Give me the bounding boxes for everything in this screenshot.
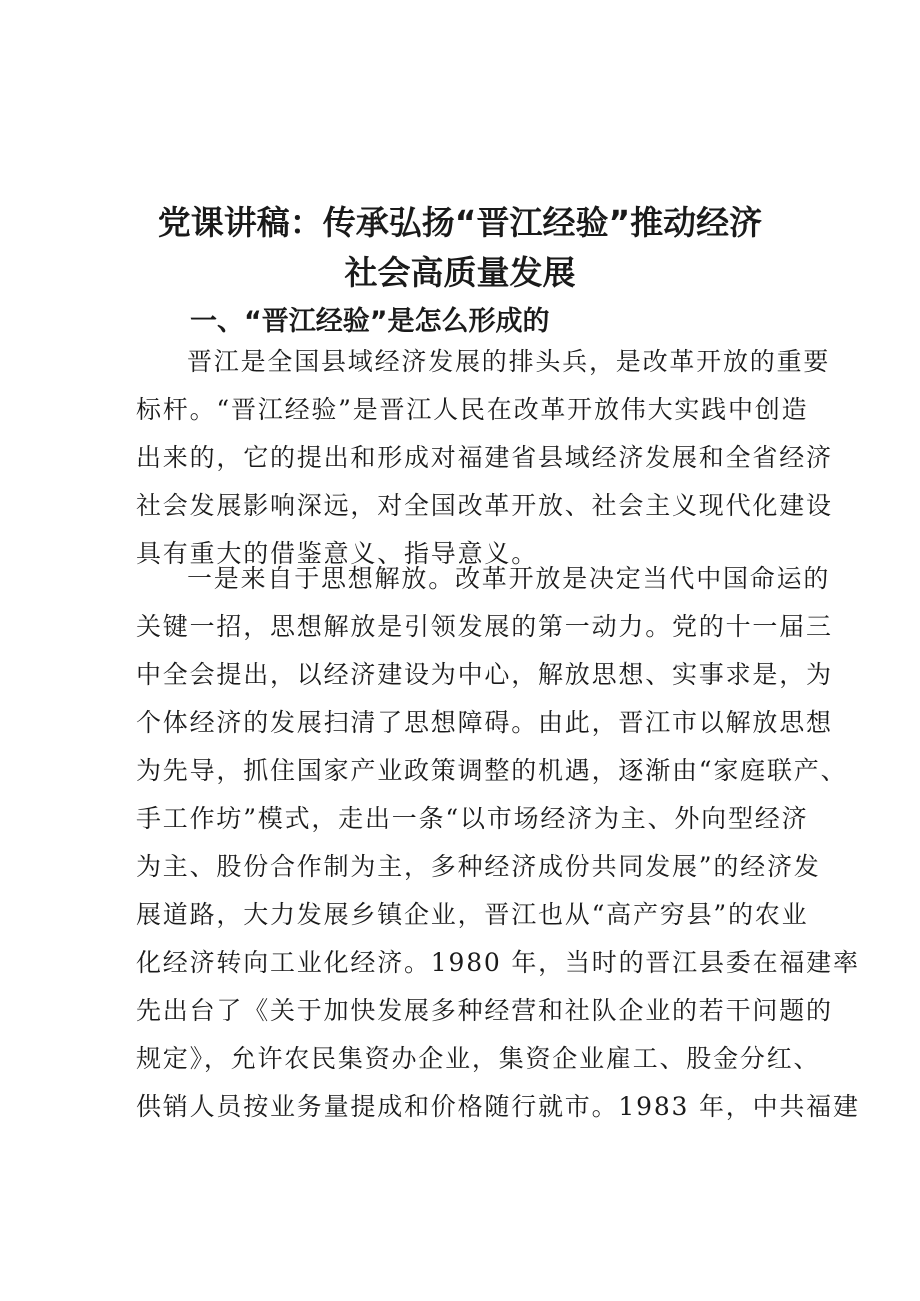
paragraph-line: 规定》，允许农民集资办企业，集资企业雇工、股金分红、 [136, 1044, 821, 1073]
paragraph-line: 手工作坊”模式，走出一条“以市场经济为主、外向型经济 [136, 804, 809, 833]
paragraph-line: 供销人员按业务量提成和价格随行就市。1983 年，中共福建 [136, 1092, 860, 1121]
paragraph-line: 为主、股份合作制为主，多种经济成份共同发展”的经济发 [136, 852, 821, 881]
paragraph-line: 标杆。“晋江经验”是晋江人民在改革开放伟大实践中创造 [136, 395, 809, 424]
paragraph-intro [136, 338, 833, 578]
paragraph-line: 中全会提出，以经济建设为中心，解放思想、实事求是，为 [136, 660, 833, 689]
paragraph-line: 晋江是全国县域经济发展的排头兵，是改革开放的重要 [187, 347, 831, 376]
paragraph-thought-liberation [136, 555, 860, 1131]
paragraph-line: 出来的，它的提出和形成对福建省县域经济发展和全省经济 [136, 443, 833, 472]
paragraph-line: 关键一招，思想解放是引领发展的第一动力。党的十一届三 [136, 612, 833, 641]
paragraph-line: 具有重大的借鉴意义、指导意义。 [136, 539, 539, 568]
paragraph-line: 社会发展影响深远，对全国改革开放、社会主义现代化建设 [136, 491, 833, 520]
paragraph-line: 化经济转向工业化经济。1980 年，当时的晋江县委在福建率 [136, 948, 860, 977]
document-title-line-1: 党课讲稿：传承弘扬“晋江经验”推动经济 [157, 203, 763, 242]
document-title-line-2: 社会高质量发展 [344, 253, 576, 292]
paragraph-line: 个体经济的发展扫清了思想障碍。由此，晋江市以解放思想 [136, 708, 833, 737]
paragraph-line: 展道路，大力发展乡镇企业，晋江也从“高产穷县”的农业 [136, 900, 809, 929]
paragraph-line: 为先导，抓住国家产业政策调整的机遇，逐渐由“家庭联产、 [136, 756, 848, 785]
section-heading: 一、“晋江经验”是怎么形成的 [190, 306, 550, 337]
paragraph-line: 先出台了《关于加快发展多种经营和社队企业的若干问题的 [136, 996, 833, 1025]
paragraph-line: 一是来自于思想解放。改革开放是决定当代中国命运的 [187, 564, 831, 593]
